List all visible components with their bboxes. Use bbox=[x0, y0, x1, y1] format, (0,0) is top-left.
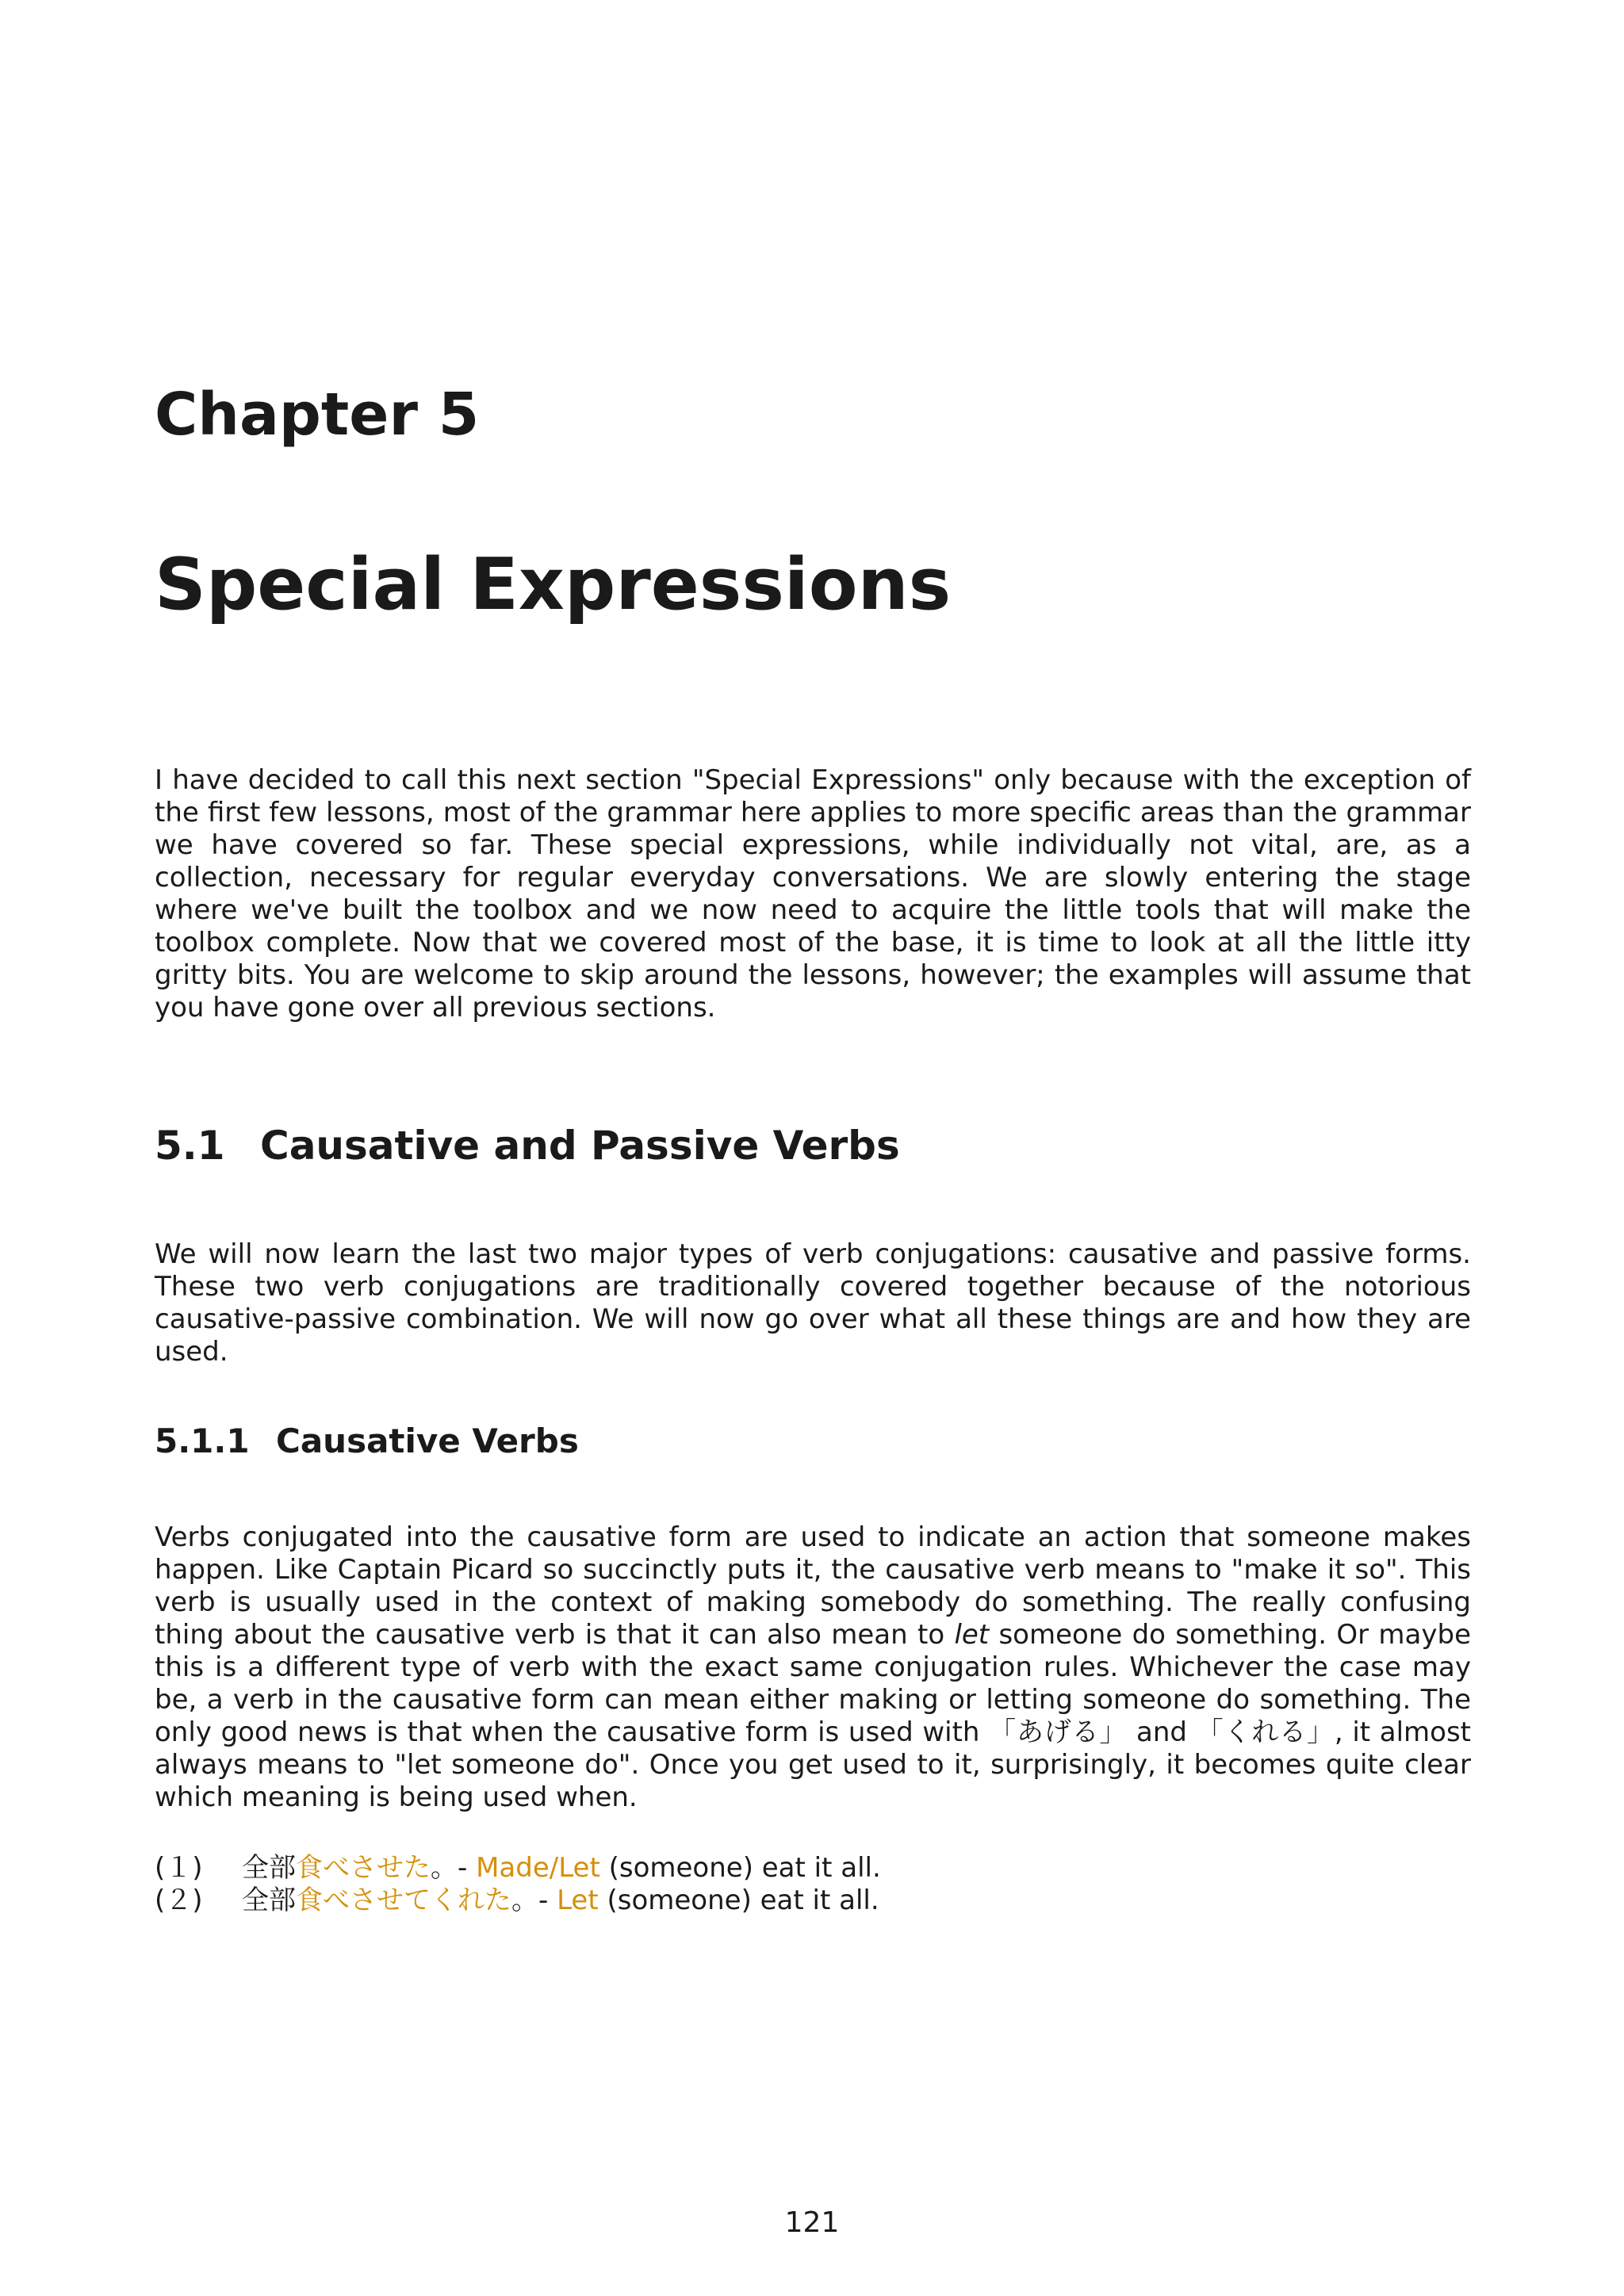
section-title: Causative and Passive Verbs bbox=[260, 1123, 900, 1169]
example-jp-prefix: 全部 bbox=[242, 1885, 296, 1916]
example-number: (２) bbox=[155, 1885, 203, 1916]
example-en-highlight: Let bbox=[557, 1885, 599, 1916]
subsection-heading bbox=[155, 1421, 579, 1462]
example-en-text: (someone) eat it all. bbox=[598, 1885, 879, 1916]
causative-paragraph-emphasis: let bbox=[954, 1619, 990, 1651]
example-list bbox=[155, 1852, 1471, 1917]
subsection-title: Causative Verbs bbox=[276, 1422, 579, 1460]
subsection-number: 5.1.1 bbox=[155, 1422, 250, 1460]
causative-paragraph-text-2: someone do something. Or maybe this is a different type of verb with the exact same conjugation rules. Whichever the case may be, a verb in the causative form can mean either making or letting someone do something. The only good news is that when the causative form is used with 「あげる」 and 「くれる」, it almost always means to "let someone do". Once you get used to it, surprisingly, it becomes quite clear which meaning is being used when. bbox=[155, 1619, 1471, 1813]
example-jp-suffix: 。- bbox=[431, 1852, 477, 1884]
example-jp-highlight: 食べさせてくれた bbox=[296, 1885, 511, 1916]
chapter-intro-paragraph: I have decided to call this next section "Special Expressions" only because with the exception of the first few lessons, most of the grammar here applies to more specific areas than the grammar we have covered so far. These special expressions, while individually not vital, are, as a collection, necessary for regular everyday conversations. We are slowly entering the stage where we've built the toolbox and we now need to acquire the little tools that will make the toolbox complete. Now that we covered most of the base, it is time to look at all the little itty gritty bits. You are welcome to skip around the lessons, however; the examples will assume that you have gone over all previous sections. bbox=[155, 764, 1471, 1024]
example-jp-suffix: 。- bbox=[511, 1885, 557, 1916]
example-item bbox=[155, 1885, 1471, 1917]
causative-paragraph bbox=[155, 1521, 1471, 1814]
causative-paragraph-text-1: Verbs conjugated into the causative form are used to indicate an action that someone makes happen. Like Captain Picard so succinctly puts it, the causative verb means to "make it so". This verb is usually used in the context of making somebody do something. The really confusing thing about the causative verb is that it can also mean to bbox=[155, 1521, 1471, 1651]
example-jp-highlight: 食べさせた bbox=[296, 1852, 431, 1884]
chapter-label: Chapter 5 bbox=[155, 381, 480, 449]
chapter-title: Special Expressions bbox=[155, 543, 952, 626]
section-intro-paragraph: We will now learn the last two major types of verb conjugations: causative and passive forms. These two verb conjugations are traditionally covered together because of the notorious causative-passive combination. We will now go over what all these things are and how they are used. bbox=[155, 1238, 1471, 1368]
example-en-highlight: Made/Let bbox=[476, 1852, 600, 1884]
section-number: 5.1 bbox=[155, 1123, 225, 1169]
example-jp-prefix: 全部 bbox=[242, 1852, 296, 1884]
example-item bbox=[155, 1852, 1471, 1885]
section-heading bbox=[155, 1121, 900, 1170]
page-number: 121 bbox=[784, 2206, 840, 2239]
example-en-text: (someone) eat it all. bbox=[599, 1852, 881, 1884]
example-number: (１) bbox=[155, 1852, 203, 1884]
